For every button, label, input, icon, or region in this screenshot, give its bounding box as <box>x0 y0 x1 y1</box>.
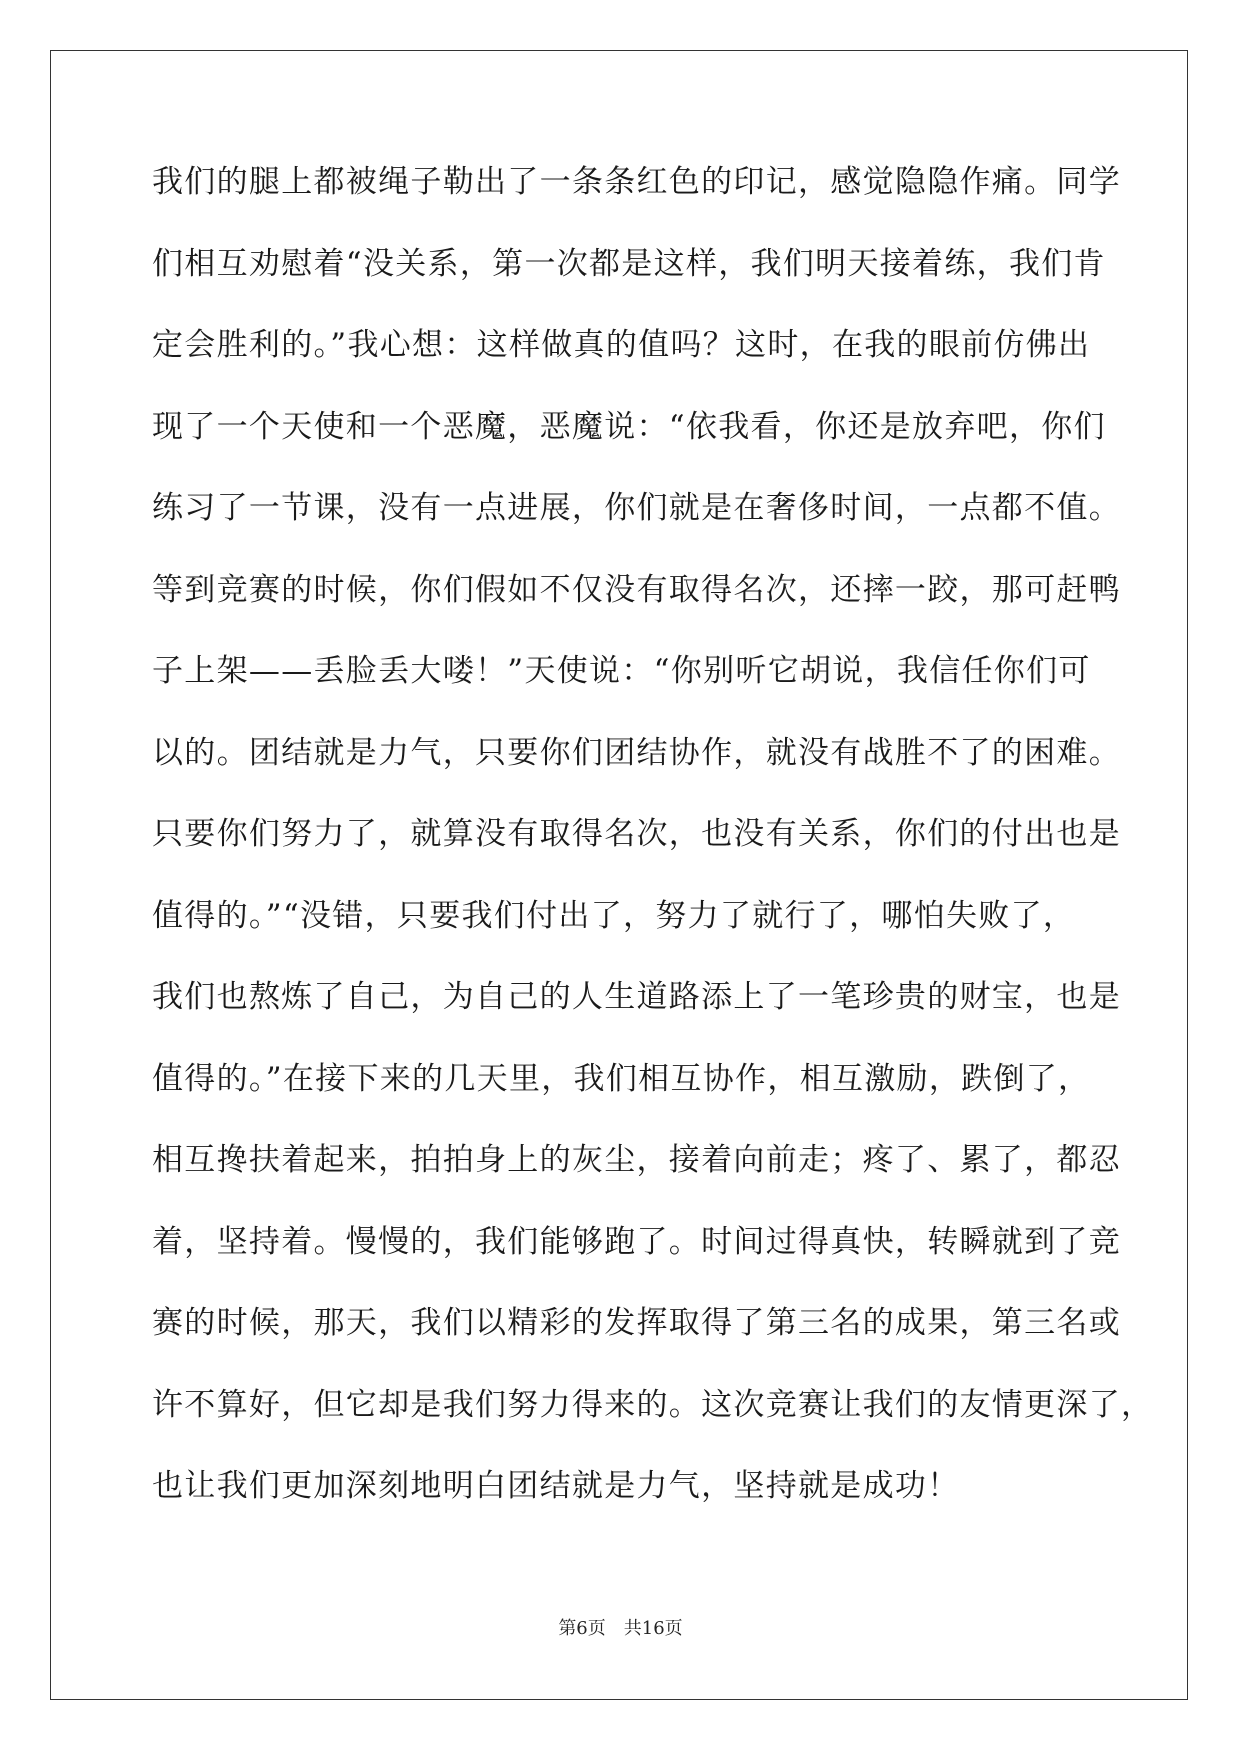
text-line: 相互搀扶着起来，拍拍身上的灰尘，接着向前走；疼了、累了，都忍 <box>152 1142 1121 1178</box>
text-line: 我们也熬炼了自己，为自己的人生道路添上了一笔珍贵的财宝，也是 <box>152 979 1121 1015</box>
text-line: 子上架——丢脸丢大喽！”天使说：“你别听它胡说，我信任你们可 <box>152 653 1091 689</box>
text-line: 等到竞赛的时候，你们假如不仅没有取得名次，还摔一跤，那可赶鸭 <box>152 571 1121 608</box>
total-pages: 共16页 <box>623 1618 683 1639</box>
text-line: 着，坚持着。慢慢的，我们能够跑了。时间过得真快，转瞬就到了竞 <box>152 1223 1121 1260</box>
text-line: 只要你们努力了，就算没有取得名次，也没有关系，你们的付出也是 <box>152 816 1121 852</box>
text-line: 们相互劝慰着“没关系，第一次都是这样，我们明天接着练，我们肯 <box>152 245 1106 282</box>
text-line: 定会胜利的。”我心想：这样做真的值吗？这时，在我的眼前仿佛出 <box>152 327 1091 363</box>
text-line: 以的。团结就是力气，只要你们团结协作，就没有战胜不了的困难。 <box>152 734 1121 771</box>
text-line: 许不算好，但它却是我们努力得来的。这次竞赛让我们的友情更深了， <box>152 1386 1154 1423</box>
body-text <box>152 158 1154 1544</box>
text-line: 赛的时候，那天，我们以精彩的发挥取得了第三名的成果，第三名或 <box>152 1305 1121 1341</box>
text-line: 值得的。”“没错，只要我们付出了，努力了就行了，哪怕失败了， <box>152 897 1076 934</box>
page-number: 第6页 <box>558 1618 606 1639</box>
text-line: 现了一个天使和一个恶魔，恶魔说：“依我看，你还是放弃吧，你们 <box>152 408 1106 445</box>
text-line: 我们的腿上都被绳子勒出了一条条红色的印记，感觉隐隐作痛。同学 <box>152 164 1121 200</box>
text-line: 练习了一节课，没有一点进展，你们就是在奢侈时间，一点都不值。 <box>152 490 1121 526</box>
page-footer <box>0 1614 1241 1640</box>
text-line: 也让我们更加深刻地明白团结就是力气，坚持就是成功！ <box>152 1468 960 1504</box>
text-line: 值得的。”在接下来的几天里，我们相互协作，相互激励，跌倒了， <box>152 1060 1091 1097</box>
